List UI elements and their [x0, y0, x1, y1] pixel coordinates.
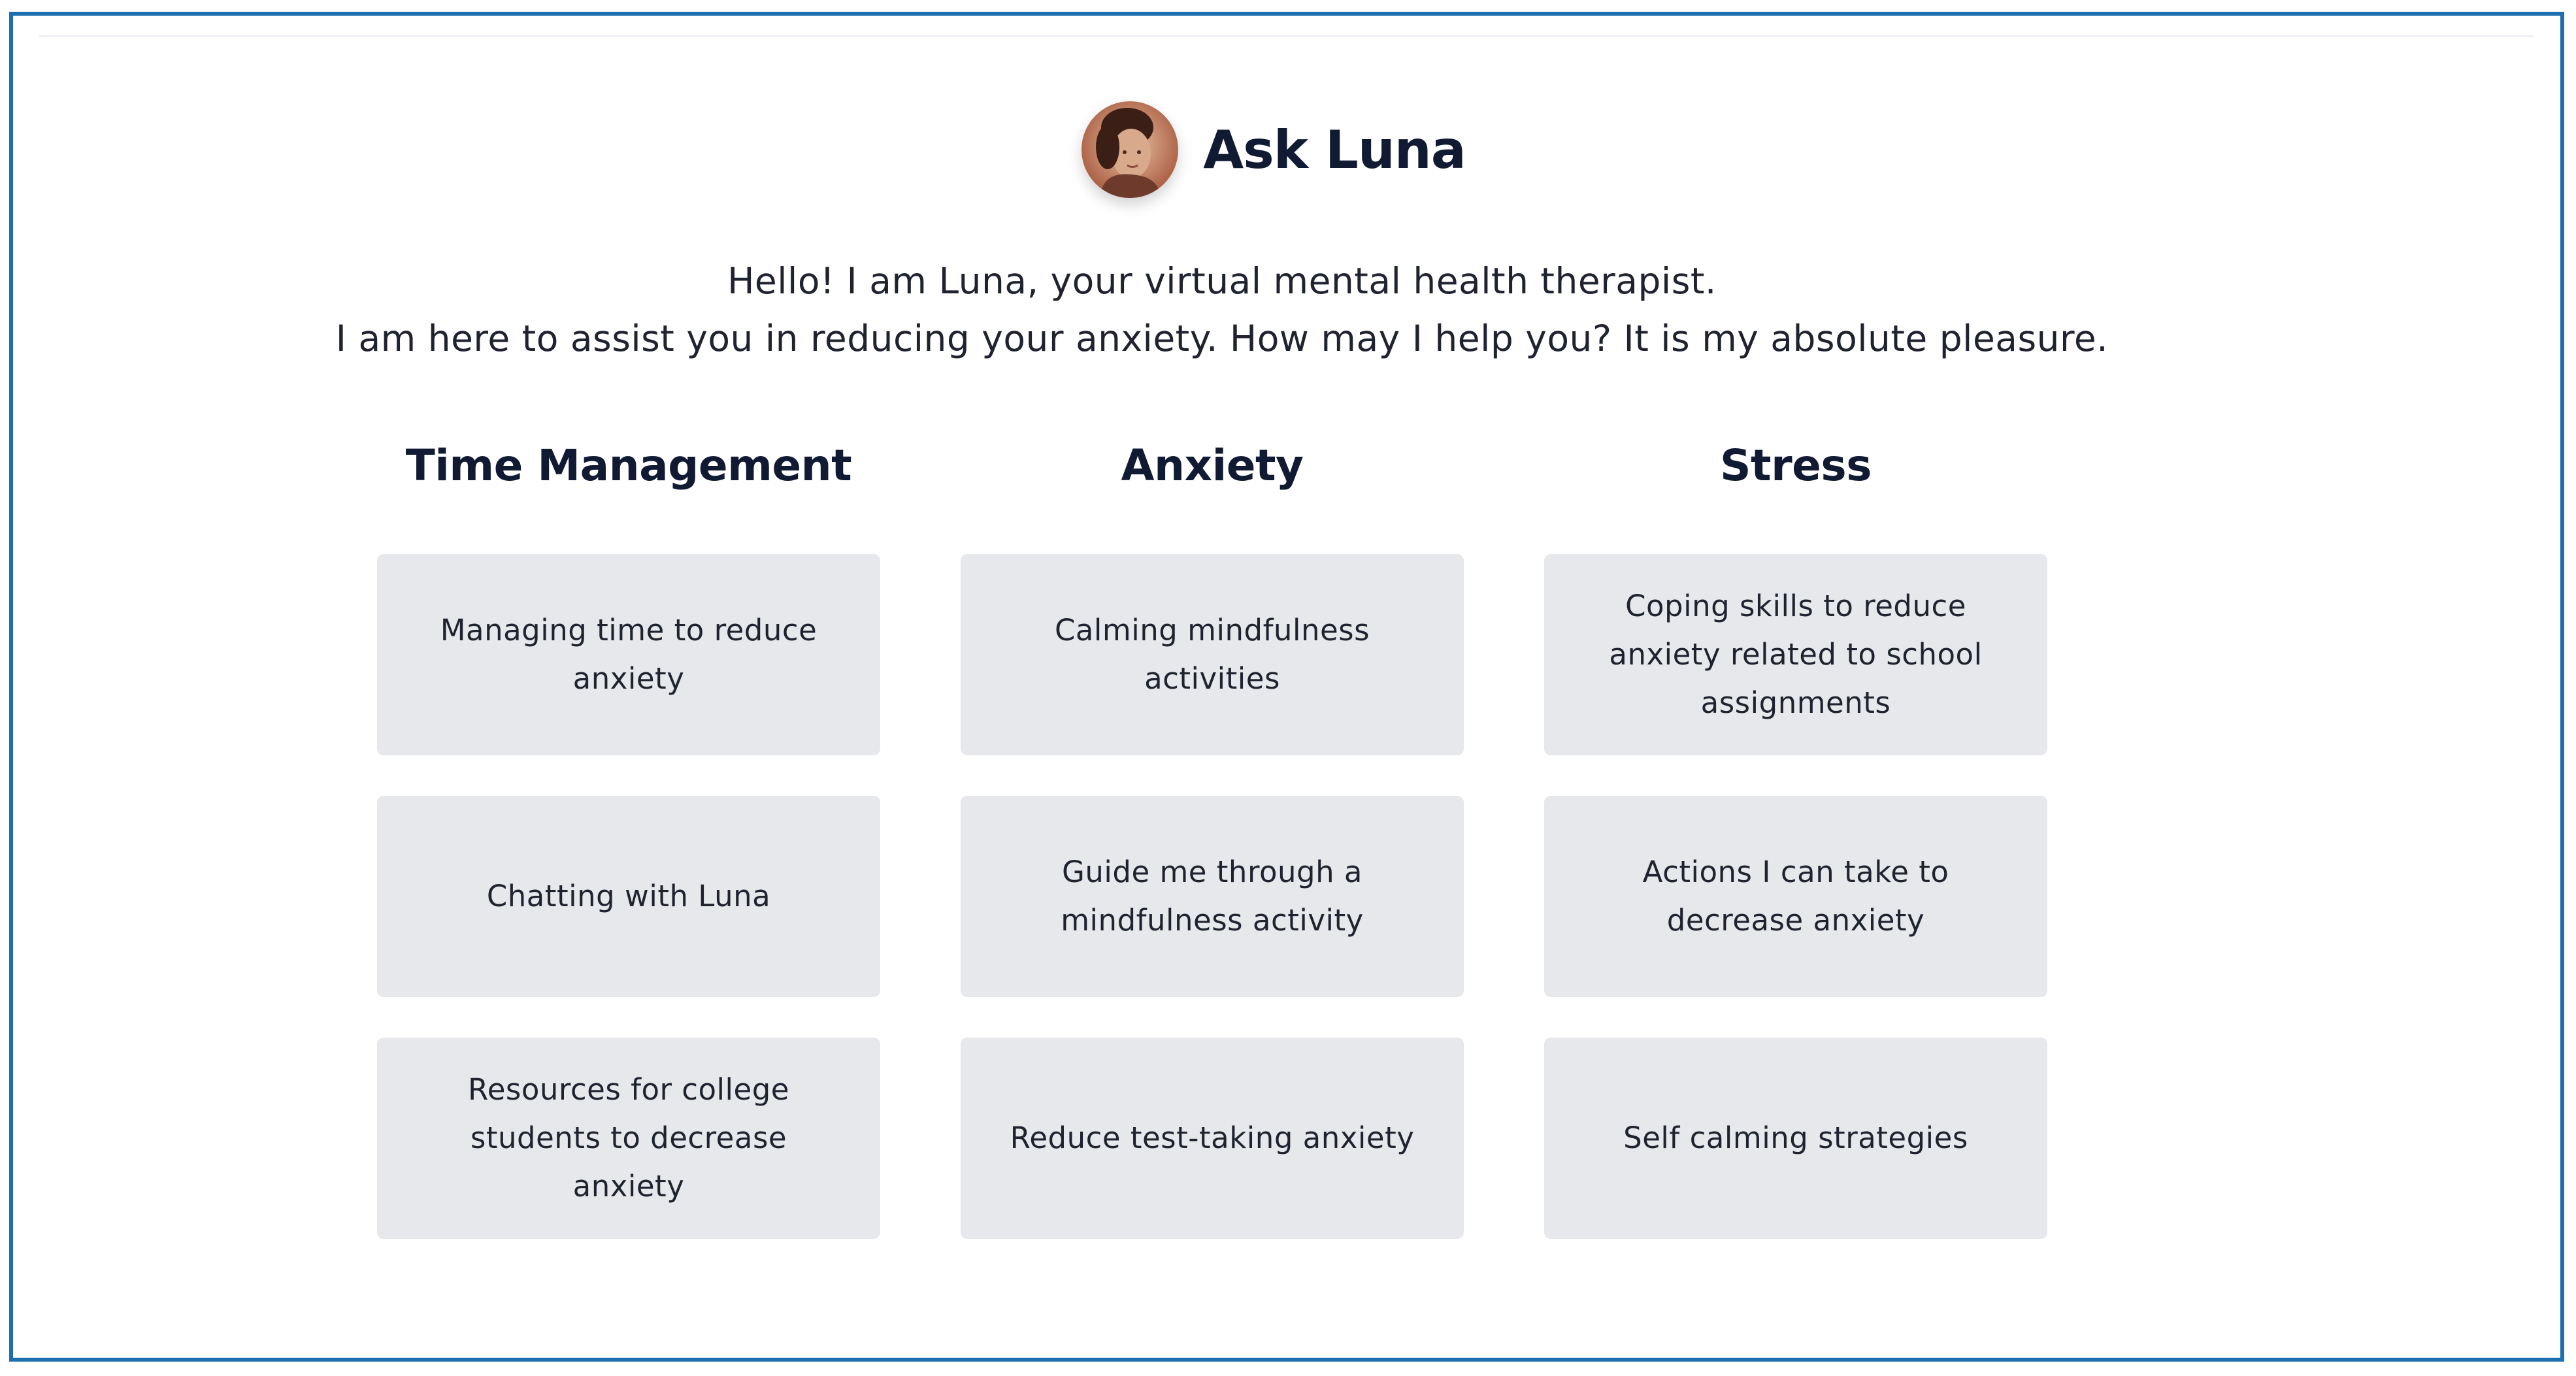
- app-frame: [9, 12, 2564, 1362]
- prompt-card[interactable]: Guide me through a mindfulness activity: [961, 796, 1464, 997]
- intro-greeting: Hello! I am Luna, your virtual mental health therapist.: [727, 260, 1717, 302]
- prompt-card[interactable]: Resources for college students to decrease anxiety: [377, 1038, 880, 1239]
- prompt-card[interactable]: Calming mindfulness activities: [961, 554, 1464, 755]
- top-divider: [39, 35, 2534, 37]
- column-heading-stress: Stress: [1720, 440, 1872, 491]
- prompt-card[interactable]: Chatting with Luna: [377, 796, 880, 997]
- prompt-card[interactable]: Coping skills to reduce anxiety related to school assignments: [1544, 554, 2047, 755]
- prompt-card[interactable]: Actions I can take to decrease anxiety: [1544, 796, 2047, 997]
- column-heading-time-management: Time Management: [405, 440, 852, 491]
- prompt-card[interactable]: Managing time to reduce anxiety: [377, 554, 880, 755]
- prompt-card[interactable]: Self calming strategies: [1544, 1038, 2047, 1239]
- therapist-avatar-icon: [1082, 101, 1178, 198]
- page-title: Ask Luna: [1203, 119, 1466, 180]
- header: [0, 94, 2560, 205]
- prompt-card[interactable]: Reduce test-taking anxiety: [961, 1038, 1464, 1239]
- column-heading-anxiety: Anxiety: [1121, 440, 1304, 491]
- intro-description: I am here to assist you in reducing your anxiety. How may I help you? It is my absolute pleasure.: [335, 318, 2109, 359]
